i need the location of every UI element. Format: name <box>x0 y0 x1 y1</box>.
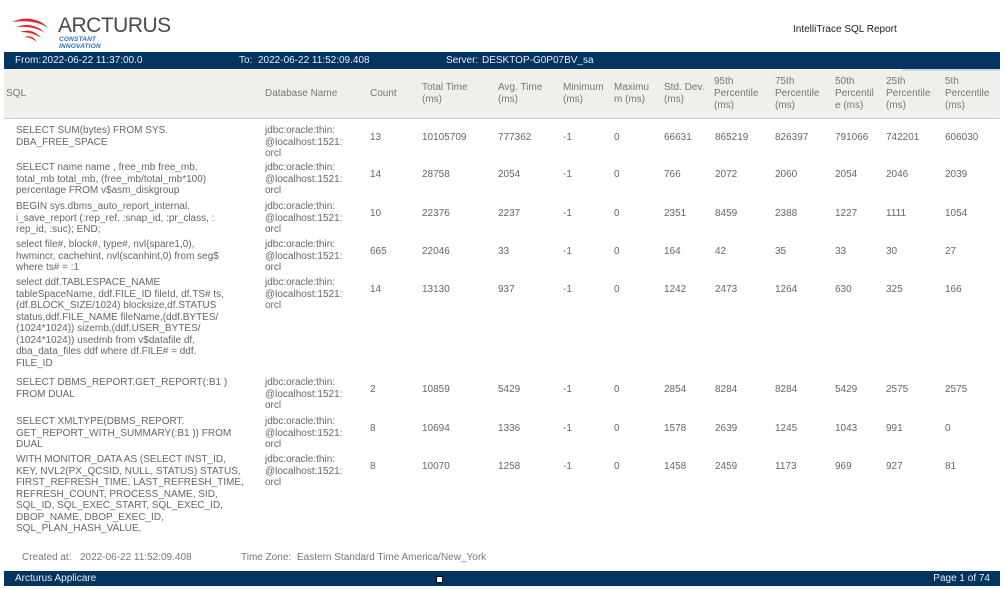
database-name-line: @localhost:1521: <box>265 427 343 439</box>
database-name <box>265 201 357 236</box>
column-header-line: Minimum <box>563 82 604 93</box>
column-header-line: 25th <box>886 76 906 87</box>
cell-min: -1 <box>563 461 572 472</box>
sql-line: SELECT name name , free_mb free_mb, <box>16 162 198 173</box>
database-name-line: orcl <box>265 224 282 235</box>
sql-text <box>16 162 256 197</box>
database-name-line: orcl <box>265 148 282 159</box>
database-name <box>265 239 357 274</box>
sql-line: FILE_ID <box>16 357 53 369</box>
sql-text <box>16 239 256 274</box>
database-name <box>265 416 357 451</box>
column-header-line: (ms) <box>945 100 965 111</box>
cell-total: 22376 <box>422 208 450 219</box>
column-header-line: Avg. Time <box>498 82 543 93</box>
cell-std: 1242 <box>664 284 687 295</box>
cell-p5: 2575 <box>945 384 968 395</box>
cell-avg: 1336 <box>498 423 521 434</box>
database-name-line: orcl <box>265 477 282 488</box>
database-name-line: orcl <box>265 185 282 196</box>
cell-p95: 42 <box>715 246 727 257</box>
timezone-value: Eastern Standard Time America/New_York <box>297 552 487 563</box>
to-label: To: <box>239 55 253 66</box>
column-header-p95 <box>714 76 758 112</box>
cell-avg: 33 <box>498 246 510 257</box>
cell-p25: 742201 <box>886 132 920 143</box>
cell-count: 8 <box>370 461 376 472</box>
column-header-maximum <box>614 82 649 106</box>
cell-p25: 325 <box>886 284 903 295</box>
cell-std: 1578 <box>664 423 687 434</box>
cell-p25: 1111 <box>886 208 907 219</box>
cell-p50: 1043 <box>835 423 858 434</box>
database-name <box>265 377 357 412</box>
column-header-line: (ms) <box>775 100 795 111</box>
cell-min: -1 <box>563 423 572 434</box>
cell-p95: 8284 <box>715 384 738 395</box>
database-name-line: jdbc:oracle:thin: <box>265 201 336 212</box>
cell-p25: 927 <box>886 461 903 472</box>
sql-text <box>16 416 256 451</box>
cell-p50: 630 <box>835 284 852 295</box>
column-header-std-dev <box>664 82 704 106</box>
column-header-p5 <box>945 76 989 112</box>
from-value: 2022-06-22 11:37:00.0 <box>42 55 143 66</box>
column-header-line: (ms) <box>563 94 583 105</box>
cursor-marker-icon <box>436 576 443 583</box>
database-name <box>265 162 357 197</box>
column-header-line: (ms) <box>498 94 518 105</box>
sql-text <box>16 125 256 148</box>
cell-p5: 166 <box>945 284 962 295</box>
sql-line: where ts# = :1 <box>16 262 80 273</box>
database-name-line: orcl <box>265 300 282 311</box>
cell-min: -1 <box>563 284 572 295</box>
column-header-sql <box>6 88 26 100</box>
sql-text <box>16 454 256 535</box>
report-header <box>0 0 1005 52</box>
column-header-line: 75th <box>775 76 795 87</box>
cell-p75: 1173 <box>775 461 797 472</box>
cell-p75: 826397 <box>775 132 809 143</box>
database-name-line: orcl <box>265 400 282 411</box>
cell-p5: 0 <box>945 423 951 434</box>
sql-text <box>16 201 256 236</box>
cell-p50: 33 <box>835 246 847 257</box>
column-header-line: SQL <box>6 88 27 99</box>
sql-line: select file#, block#, type#, nvl(spare1,0), <box>16 239 195 250</box>
cell-max: 0 <box>614 423 620 434</box>
cell-std: 2854 <box>664 384 687 395</box>
cell-p95: 8459 <box>715 208 738 219</box>
cell-p95: 2459 <box>715 461 738 472</box>
database-name-line: orcl <box>265 262 282 273</box>
sql-line: SQL_PLAN_HASH_VALUE, <box>16 523 142 534</box>
sql-line: SQL_ID, SQL_EXEC_START, SQL_EXEC_ID, <box>16 500 223 511</box>
brand-tagline: CONSTANT INNOVATION <box>59 36 101 50</box>
sql-line: (df.BLOCK_SIZE/1024) blocksize,df.STATUS <box>16 300 217 311</box>
cell-p50: 2054 <box>835 169 858 180</box>
cell-max: 0 <box>614 132 620 143</box>
column-header-database-name <box>265 88 337 100</box>
sql-line: GET_REPORT_WITH_SUMMARY(:B1 )) FROM <box>16 427 232 439</box>
column-header-line: (ms) <box>422 94 442 105</box>
database-name <box>265 277 357 312</box>
company-name: Arcturus Applicare <box>15 573 97 584</box>
cell-p75: 35 <box>775 246 787 257</box>
cell-p75: 2060 <box>775 169 798 180</box>
column-header-line: Total Time <box>422 82 468 93</box>
cell-std: 2351 <box>664 208 687 219</box>
cell-max: 0 <box>614 284 620 295</box>
cell-p50: 5429 <box>835 384 858 395</box>
database-name-line: @localhost:1521: <box>265 288 343 300</box>
database-name-line: @localhost:1521: <box>265 212 343 224</box>
cell-min: -1 <box>563 384 572 395</box>
cell-avg: 2054 <box>498 169 521 180</box>
page-footer-bar <box>4 571 1000 586</box>
cell-total: 22046 <box>422 246 450 257</box>
database-name-line: @localhost:1521: <box>265 136 343 148</box>
cell-p5: 606030 <box>945 132 979 143</box>
sql-line: WITH MONITOR_DATA AS (SELECT INST_ID, <box>16 454 226 465</box>
database-name-line: jdbc:oracle:thin: <box>265 239 336 250</box>
cell-std: 164 <box>664 246 681 257</box>
cell-p25: 30 <box>886 246 898 257</box>
cell-total: 28758 <box>422 169 450 180</box>
column-header-minimum <box>563 82 604 106</box>
cell-count: 10 <box>370 208 382 219</box>
cell-count: 665 <box>370 246 387 257</box>
column-header-line: e (ms) <box>835 100 864 111</box>
database-name-line: @localhost:1521: <box>265 388 343 400</box>
cell-avg: 777362 <box>498 132 532 143</box>
cell-min: -1 <box>563 246 572 257</box>
column-header-line: m (ms) <box>614 94 646 105</box>
database-name-line: jdbc:oracle:thin: <box>265 162 336 173</box>
database-name-line: jdbc:oracle:thin: <box>265 125 336 136</box>
column-header-line: 95th <box>714 76 734 87</box>
cell-avg: 2237 <box>498 208 521 219</box>
cell-count: 14 <box>370 169 382 180</box>
cell-total: 10105709 <box>422 132 467 143</box>
cell-p25: 2575 <box>886 384 909 395</box>
sql-line: DBA_FREE_SPACE <box>16 136 108 148</box>
created-value: 2022-06-22 11:52:09.408 <box>80 552 192 563</box>
cell-max: 0 <box>614 384 620 395</box>
cell-max: 0 <box>614 169 620 180</box>
cell-p50: 969 <box>835 461 852 472</box>
column-header-line: 5th <box>945 76 959 87</box>
cell-total: 10070 <box>422 461 450 472</box>
database-name-line: jdbc:oracle:thin: <box>265 416 336 427</box>
cell-p75: 8284 <box>775 384 798 395</box>
column-header-line: (ms) <box>664 94 684 105</box>
database-name-line: jdbc:oracle:thin: <box>265 377 336 388</box>
cell-p25: 991 <box>886 423 903 434</box>
column-header-line: Std. Dev. <box>664 82 705 93</box>
column-header-line: Percentil <box>835 88 874 99</box>
sql-line: i_save_report (:rep_ref, :snap_id, :pr_class, : <box>16 212 215 224</box>
column-header-total-time <box>422 82 468 106</box>
column-header-line: Percentile <box>775 88 820 99</box>
sql-line: DBOP_NAME, DBOP_EXEC_ID, <box>16 511 164 523</box>
cell-count: 2 <box>370 384 376 395</box>
arcturus-swoosh-icon <box>10 16 50 44</box>
page-indicator: Page 1 of 74 <box>933 573 990 584</box>
cell-p5: 81 <box>945 461 957 472</box>
cell-min: -1 <box>563 132 572 143</box>
column-header-line: Count <box>370 88 397 99</box>
database-name-line: jdbc:oracle:thin: <box>265 454 336 465</box>
column-header-line: (ms) <box>714 100 734 111</box>
cell-p5: 1054 <box>945 208 968 219</box>
sql-line: SELECT XMLTYPE(DBMS_REPORT. <box>16 416 185 427</box>
cell-avg: 937 <box>498 284 515 295</box>
cell-p50: 1227 <box>835 208 858 219</box>
cell-std: 66631 <box>664 132 692 143</box>
cell-total: 10859 <box>422 384 450 395</box>
sql-line: hwmincr, cachehint, nvl(scanhint,0) from seg$ <box>16 250 219 262</box>
arcturus-logo <box>10 14 171 50</box>
sql-line: status,ddf.FILE_NAME fileName,(ddf.BYTES/ <box>16 311 219 323</box>
header-accent-line <box>902 69 1000 71</box>
cell-total: 10694 <box>422 423 450 434</box>
from-label: From: <box>15 55 42 66</box>
column-header-line: 50th <box>835 76 855 87</box>
sql-line: rep_id, :suc); END; <box>16 224 101 235</box>
sql-line: total_mb total_mb, (free_mb/total_mb*100) <box>16 173 207 185</box>
column-header-p50 <box>835 76 874 112</box>
database-name <box>265 125 357 160</box>
cell-p75: 1245 <box>775 423 798 434</box>
to-value: 2022-06-22 11:52:09.408 <box>258 55 370 66</box>
sql-line: tableSpaceName, ddf.FILE_ID fileId, df.TS# ts, <box>16 288 224 300</box>
sql-line: REFRESH_COUNT, PROCESS_NAME, SID, <box>16 488 218 500</box>
database-name-line: orcl <box>265 439 282 450</box>
cell-p5: 2039 <box>945 169 968 180</box>
column-header-line: Maximu <box>614 82 650 93</box>
column-header-line: Percentile <box>945 88 990 99</box>
report-info-bar <box>4 52 1000 69</box>
sql-line: (1024*1024)) usedmb from v$datafile df, <box>16 334 195 346</box>
sql-line: KEY, NVL2(PX_QCSID, NULL, STATUS) STATUS, <box>16 465 241 477</box>
database-name-line: @localhost:1521: <box>265 173 343 185</box>
sql-line: select ddf.TABLESPACE_NAME <box>16 277 161 288</box>
cell-avg: 1258 <box>498 461 521 472</box>
cell-count: 8 <box>370 423 376 434</box>
report-title: IntelliTrace SQL Report <box>793 24 897 35</box>
database-name-line: jdbc:oracle:thin: <box>265 277 336 288</box>
sql-line: BEGIN sys.dbms_auto_report_internal. <box>16 201 190 212</box>
cell-max: 0 <box>614 208 620 219</box>
sql-line: SELECT SUM(bytes) FROM SYS. <box>16 125 169 136</box>
sql-line: percentage FROM v$asm_diskgroup <box>16 185 180 196</box>
cell-p75: 2388 <box>775 208 798 219</box>
sql-text <box>16 277 256 369</box>
cell-min: -1 <box>563 208 572 219</box>
cell-total: 13130 <box>422 284 450 295</box>
cell-p95: 2072 <box>715 169 738 180</box>
cell-p25: 2046 <box>886 169 909 180</box>
cell-p5: 27 <box>945 246 957 257</box>
server-label: Server: <box>446 55 479 66</box>
column-header-line: Percentile <box>714 88 759 99</box>
cell-max: 0 <box>614 246 620 257</box>
sql-line: (1024*1024)) sizemb,(ddf.USER_BYTES/ <box>16 323 201 334</box>
database-name <box>265 454 357 489</box>
server-value: DESKTOP-G0P07BV_sa <box>482 55 594 66</box>
column-header-line: Database Name <box>265 88 338 99</box>
sql-line: DUAL <box>16 439 43 450</box>
database-name-line: @localhost:1521: <box>265 465 343 477</box>
cell-p50: 791066 <box>835 132 869 143</box>
cell-std: 766 <box>664 169 681 180</box>
cell-max: 0 <box>614 461 620 472</box>
cell-std: 1458 <box>664 461 687 472</box>
cell-avg: 5429 <box>498 384 521 395</box>
column-header-p75 <box>775 76 819 112</box>
cell-p95: 2639 <box>715 423 738 434</box>
sql-line: SELECT DBMS_REPORT.GET_REPORT(:B1 ) <box>16 377 228 388</box>
cell-p95: 2473 <box>715 284 738 295</box>
column-header-count <box>370 88 397 100</box>
sql-line: FROM DUAL <box>16 388 75 400</box>
cell-count: 14 <box>370 284 382 295</box>
cell-count: 13 <box>370 132 382 143</box>
column-header-avg-time <box>498 82 542 106</box>
table-header <box>4 70 1000 119</box>
sql-line: FIRST_REFRESH_TIME, LAST_REFRESH_TIME, <box>16 477 244 488</box>
sql-text <box>16 377 256 400</box>
column-header-line: (ms) <box>886 100 906 111</box>
timezone-label: Time Zone: <box>241 552 292 563</box>
database-name-line: @localhost:1521: <box>265 250 343 262</box>
cell-min: -1 <box>563 169 572 180</box>
column-header-p25 <box>886 76 930 112</box>
sql-line: dba_data_files ddf where df.FILE# = ddf. <box>16 346 197 357</box>
cell-p75: 1264 <box>775 284 798 295</box>
column-header-line: Percentile <box>886 88 931 99</box>
brand-name: ARCTURUS <box>58 14 171 37</box>
created-label: Created at: <box>22 552 72 563</box>
cell-p95: 865219 <box>715 132 749 143</box>
